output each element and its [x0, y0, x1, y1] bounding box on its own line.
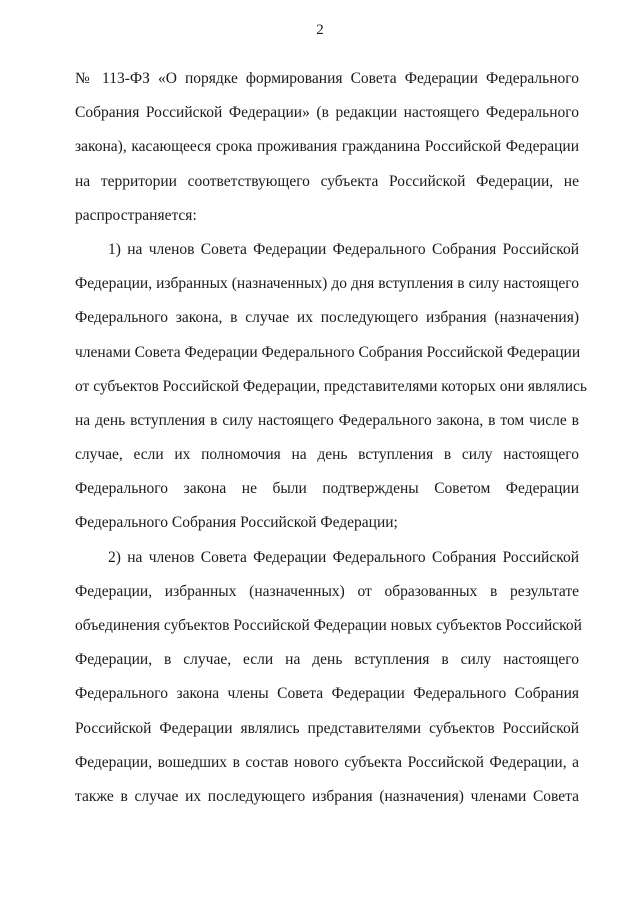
text-line: от субъектов Российской Федерации, представителями которых они являлись	[75, 377, 587, 395]
paragraph-intro	[75, 62, 579, 233]
text-line: случае, если их полномочия на день вступления в силу настоящего	[75, 446, 579, 464]
text-line: Федерации, вошедших в состав нового субъекта Российской Федерации, а	[75, 753, 579, 771]
text-line: Федерального закона, в случае их последующего избрания (назначения)	[75, 309, 579, 327]
text-line: Собрания Российской Федерации» (в редакции настоящего Федерального	[75, 104, 579, 122]
page-number: 2	[316, 22, 324, 38]
text-line: Федерального закона члены Совета Федерации Федерального Собрания	[75, 685, 579, 703]
document-body	[75, 62, 587, 814]
text-line: Федерального Собрания Российской Федерации;	[75, 514, 398, 532]
text-line: 1) на членов Совета Федерации Федерального Собрания Российской	[108, 240, 579, 258]
paragraph-item-1	[75, 233, 587, 541]
text-line: закона), касающееся срока проживания гражданина Российской Федерации	[75, 138, 579, 156]
text-line: членами Совета Федерации Федерального Собрания Российской Федерации	[75, 343, 581, 361]
text-line: Российской Федерации являлись представителями субъектов Российской	[75, 719, 579, 737]
text-line: объединения субъектов Российской Федерации новых субъектов Российской	[75, 617, 582, 634]
text-line: Федерального закона не были подтверждены Советом Федерации	[75, 480, 579, 498]
text-line: на территории соответствующего субъекта Российской Федерации, не	[75, 172, 579, 190]
paragraph-item-2	[75, 541, 582, 815]
text-line: № 113-ФЗ «О порядке формирования Совета Федерации Федерального	[75, 70, 579, 87]
text-line: на день вступления в силу настоящего Федерального закона, в том числе в	[75, 411, 579, 429]
text-line: распространяется:	[75, 206, 197, 224]
text-line: Федерации, избранных (назначенных) до дня вступления в силу настоящего	[75, 275, 579, 293]
text-line: Федерации, избранных (назначенных) от образованных в результате	[75, 582, 579, 600]
text-line: 2) на членов Совета Федерации Федерального Собрания Российской	[108, 548, 579, 566]
text-line: Федерации, в случае, если на день вступления в силу настоящего	[75, 651, 579, 669]
text-line: также в случае их последующего избрания (назначения) членами Совета	[75, 787, 579, 805]
